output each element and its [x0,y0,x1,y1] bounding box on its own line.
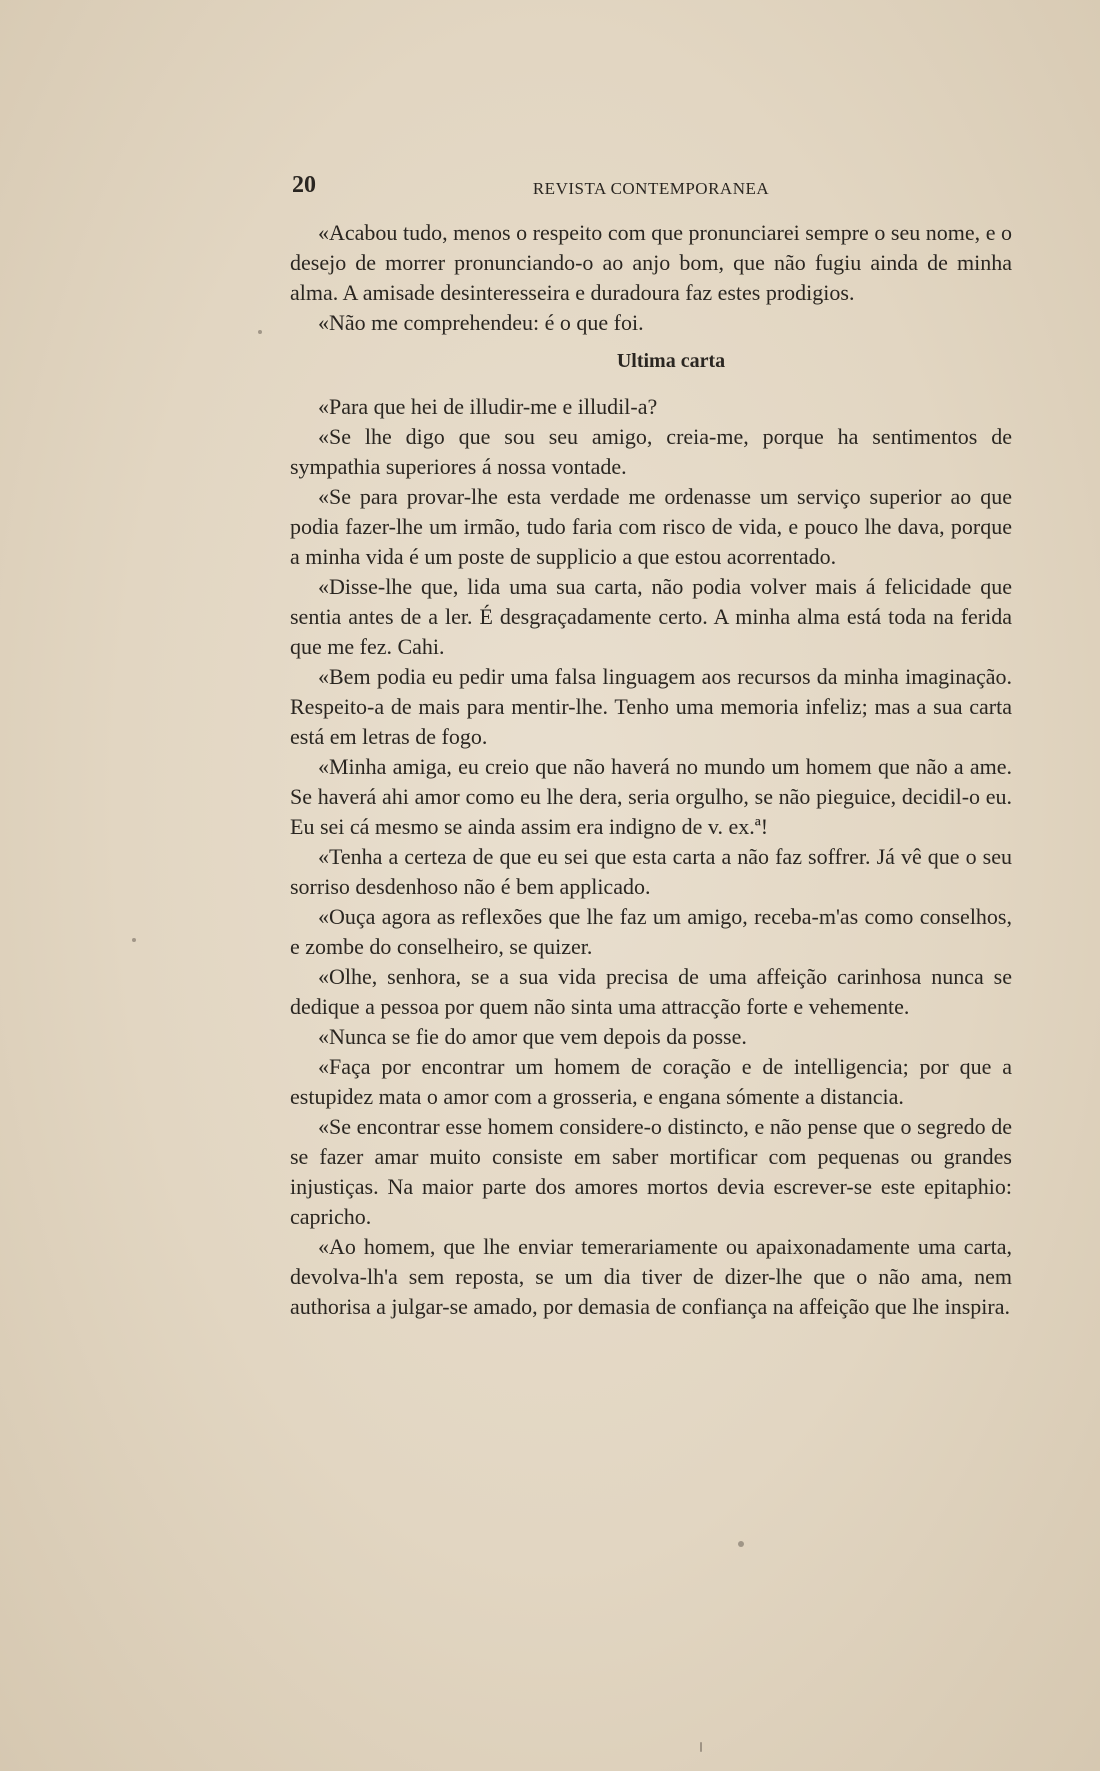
ink-speck [738,1541,744,1547]
section-title: Ultima carta [616,350,726,372]
page-text [290,172,1012,1322]
paragraph: «Para que hei de illudir-me e illudil-a? [318,394,658,419]
paragraph: «Se lhe digo que sou seu amigo, creia-me, porque ha sentimentos de sympathia superiores á nossa vontade. [290,424,1012,479]
paragraph: «Se encontrar esse homem considere-o distincto, e não pense que o segredo de se fazer amar muito consiste em saber mortificar com pequenas ou grandes injustiças. Na maior parte dos amores mortos devia escrever-se este epitaphio: capricho. [290,1114,1012,1229]
page-number: 20 [292,172,316,198]
paragraph: «Ao homem, que lhe enviar temerariamente ou apaixonadamente uma carta, devolva-lh'a sem reposta, se um dia tiver de dizer-lhe que o não ama, nem authorisa a julgar-se amado, por demasia de confiança na affeição que lhe inspira. [290,1234,1012,1319]
paragraph: «Disse-lhe que, lida uma sua carta, não podia volver mais á felicidade que sentia antes de a ler. É desgraçadamente certo. A minha alma está toda na ferida que me fez. Cahi. [290,574,1012,659]
ink-speck [700,1742,702,1752]
ink-speck [258,330,262,334]
running-head [290,172,1012,206]
paragraph: «Tenha a certeza de que eu sei que esta carta a não faz soffrer. Já vê que o seu sorriso desdenhoso não é bem applicado. [290,844,1012,899]
paragraph: «Nunca se fie do amor que vem depois da posse. [318,1024,747,1049]
paragraph: «Minha amiga, eu creio que não haverá no mundo um homem que não a ame. Se haverá ahi amor como eu lhe dera, seria orgulho, se não pieguice, decidil-o eu. Eu sei cá mesmo se ainda assim era indigno de v. ex.ª! [290,754,1012,839]
section-ornament [290,382,1012,392]
ink-speck [132,938,136,942]
paragraph: «Não me comprehendeu: é o que foi. [318,310,644,335]
paragraph: «Acabou tudo, menos o respeito com que pronunciarei sempre o seu nome, e o desejo de morrer pronunciando-o ao anjo bom, que não fugiu ainda de minha alma. A amisade desinteresseira e duradoura faz estes prodigios. [290,220,1012,305]
paragraph: «Bem podia eu pedir uma falsa linguagem aos recursos da minha imaginação. Respeito-a de mais para mentir-lhe. Tenho uma memoria infeliz; mas a sua carta está em letras de fogo. [290,664,1012,749]
paragraph: «Olhe, senhora, se a sua vida precisa de uma affeição carinhosa nunca se dedique a pessoa por quem não sinta uma attracção forte e vehemente. [290,964,1012,1019]
paragraph: «Faça por encontrar um homem de coração e de intelligencia; por que a estupidez mata o amor com a grosseria, e engana sómente a distancia. [290,1054,1012,1109]
paragraph: «Se para provar-lhe esta verdade me ordenasse um serviço superior ao que podia fazer-lhe um irmão, tudo faria com risco de vida, e pouco lhe dava, porque a minha vida é um poste de supplicio a que estou acorrentado. [290,484,1012,569]
journal-title: REVISTA CONTEMPORANEA [532,179,770,198]
paragraph: «Ouça agora as reflexões que lhe faz um amigo, receba-m'as como conselhos, e zombe do conselheiro, se quizer. [290,904,1012,959]
